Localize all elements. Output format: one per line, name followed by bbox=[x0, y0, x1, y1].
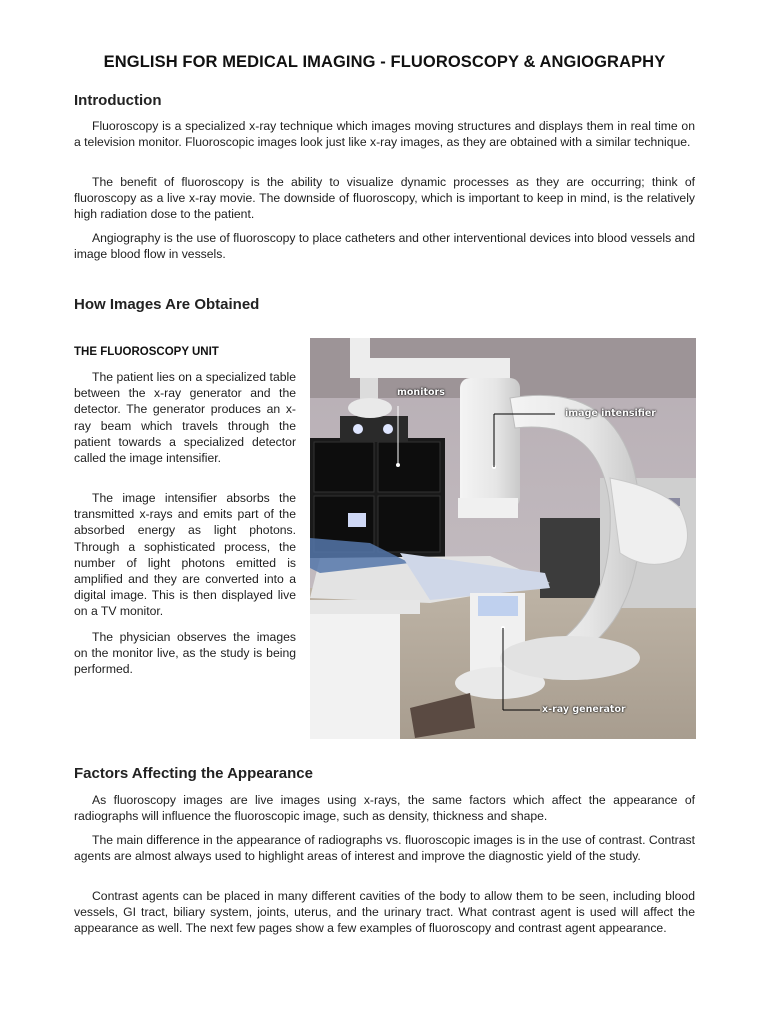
factors-heading: Factors Affecting the Appearance bbox=[74, 765, 313, 782]
fluoroscopy-unit-photo bbox=[310, 338, 696, 739]
unit-paragraph-1: The patient lies on a specialized table between the x-ray generator and the detector. The generator produces an x-ray beam which travels through the patient towards a specialized detector called the image intensifier. bbox=[74, 370, 296, 466]
monitors-label: monitors bbox=[397, 387, 445, 398]
intro-paragraph-1: Fluoroscopy is a specialized x-ray technique which images moving structures and displays them in real time on a television monitor. Fluoroscopic images look just like x-ray images, as they are obtained with a similar technique. bbox=[74, 119, 695, 150]
fluoroscopy-room-illustration bbox=[310, 338, 696, 739]
how-images-obtained-heading: How Images Are Obtained bbox=[74, 296, 260, 313]
image-intensifier-label: image intensifier bbox=[565, 408, 656, 419]
factors-paragraph-3: Contrast agents can be placed in many different cavities of the body to allow them to be seen, including blood vessels, GI tract, biliary system, joints, uterus, and the urinary tract. What contrast agent is used will affect the appearance as well. The next few pages show a few examples of fluoroscopy and contrast agent appearance. bbox=[74, 889, 695, 936]
x-ray-generator-label: x-ray generator bbox=[542, 704, 626, 715]
unit-paragraph-2: The image intensifier absorbs the transmitted x-rays and emits part of the absorbed energy as light photons. Through a sophisticated process, the number of light photons emitted is amplified and they are converted into a digital image. This is then displayed live on a TV monitor. bbox=[74, 491, 296, 619]
factors-paragraph-2: The main difference in the appearance of radiographs vs. fluoroscopic images is in the use of contrast. Contrast agents are almost always used to highlight areas of interest and improve the diagnostic yield of the study. bbox=[74, 833, 695, 864]
fluoroscopy-unit-subheading: THE FLUOROSCOPY UNIT bbox=[74, 346, 219, 358]
document-title: ENGLISH FOR MEDICAL IMAGING - FLUOROSCOPY & ANGIOGRAPHY bbox=[103, 53, 666, 71]
unit-paragraph-3: The physician observes the images on the monitor live, as the study is being performed. bbox=[74, 630, 296, 677]
intro-paragraph-2: The benefit of fluoroscopy is the ability to visualize dynamic processes as they are occurring; think of fluoroscopy as a live x-ray movie. The downside of fluoroscopy, which is important to keep in mind, is the relatively high radiation dose to the patient. bbox=[74, 175, 695, 222]
factors-paragraph-1: As fluoroscopy images are live images using x-rays, the same factors which affect the appearance of radiographs will influence the fluoroscopic image, such as density, thickness and shape. bbox=[74, 793, 695, 824]
intro-paragraph-3: Angiography is the use of fluoroscopy to place catheters and other interventional devices into blood vessels and image blood flow in vessels. bbox=[74, 231, 695, 262]
introduction-heading: Introduction bbox=[74, 92, 162, 109]
